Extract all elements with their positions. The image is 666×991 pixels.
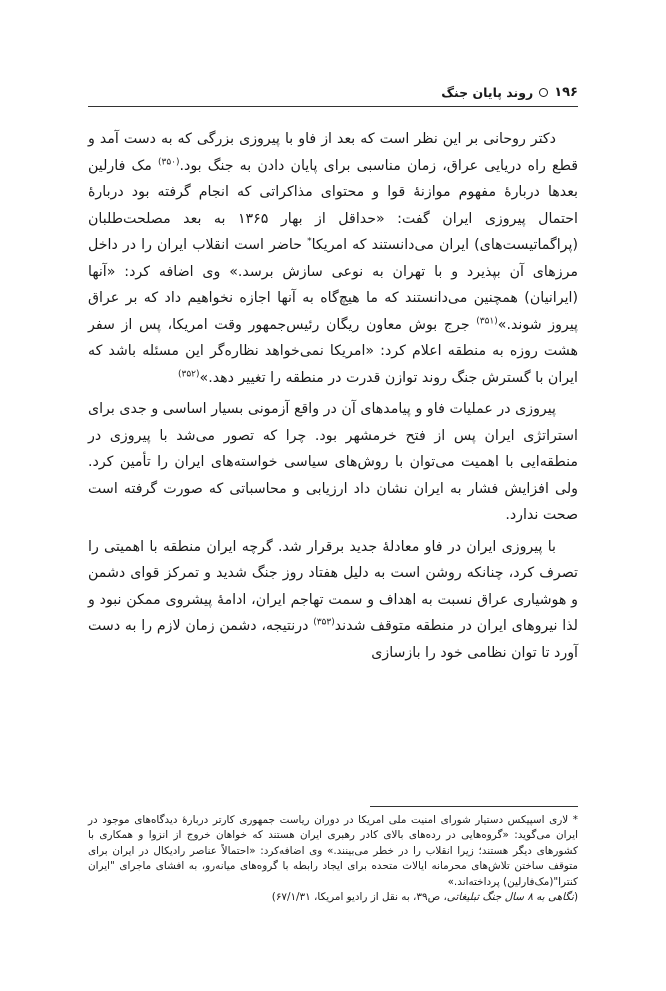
p3-text-b: درنتیجه، دشمن زمان لازم را به دست آورد تا توان نظامی خود را بازسازی (88, 618, 578, 661)
p1-text-a: دکتر روحانی بر این نظر است که بعد از فاو با پیروزی بزرگی که به دست آمد و قطع راه دریایی عراق، زمان مناسبی برای پایان دادن به جنگ بود. (88, 131, 578, 174)
footnotes (88, 813, 578, 905)
p3-text-a: با پیروزی ایران در فاو معادلهٔ جدید برقرار شد. گرچه ایران منطقه با اهمیتی را تصرف کرد، چنانکه روشن است به دلیل هفتاد روز جنگ شدید و تمرکز قوای دشمن و هوشیاری عراق نسبت به اهداف و سمت تهاجم ایران، ادامهٔ پیشروی ممکن نبود و لذا نیروهای ایران در منطقه متوقف شدند (88, 538, 578, 634)
paragraph-2: پیروزی در عملیات فاو و پیامدهای آن در واقع آزمونی بسیار اساسی و جدی برای استراتژی ایران پس از فتح خرمشهر بود. چرا که تصور می‌شد با پیروزی در منطقه‌ایی با اهمیت می‌توان با روش‌های سیاسی خواسته‌های ایران را تأمین کرد. ولی افزایش فشار به ایران نشان داد ارزیابی و محاسباتی که صورت گرفته است صحت ندارد. (88, 401, 578, 523)
footnote-source (88, 890, 578, 905)
circle-bullet-icon (539, 88, 548, 97)
source-rest: ، ص۳۹، به نقل از رادیو امریکا، ۶۷/۱/۳۱) (271, 891, 447, 904)
running-head: روند پایان جنگ (441, 84, 534, 100)
footnote-ref-351: (۳۵۱) (476, 315, 498, 326)
paragraph-3 (88, 534, 578, 667)
source-title: نگاهی به ۸ سال جنگ تبلیغاتی (446, 891, 574, 904)
p1-text-b: مک فارلین بعدها دربارهٔ مفهوم موازنهٔ قوا و محتوای مذاکراتی که انجام گرفته بود دربارهٔ احتمال پیروزی ایران گفت: «حداقل از بهار ۱۳۶۵ به بعد مصلحت‌طلبان (پراگماتیست‌های) ایران می‌دانستند که امریکا (88, 157, 578, 253)
body-text (88, 126, 578, 666)
p1-text-c: حاضر است انقلاب ایران را در داخل مرزهای آن بپذیرد و با تهران به نوعی سازش برسد.» وی اضافه کرد: «آنها (ایرانیان) همچنین می‌دانستند که ما هیچ‌گاه به آنها اجازه نخواهیم داد که بر عراق پیروز شوند.» (88, 237, 578, 333)
footnote-divider (370, 806, 578, 807)
page-header (88, 80, 578, 107)
footnote-ref-350: (۳۵۰) (157, 156, 180, 167)
paragraph-1 (88, 126, 578, 391)
p1-text-d: جرج بوش معاون ریگان رئیس‌جمهور وقت امریکا، پس از سفر هشت روزه به منطقه اعلام کرد: «امریکا نمی‌خواهد نظاره‌گر این مسئله باشد که ایران با گسترش جنگ روند توازن قدرت در منطقه را تغییر دهد.» (88, 316, 578, 386)
footnote-ref-353: (۳۵۳) (313, 617, 335, 628)
footnote-ref-352: (۳۵۲) (177, 368, 200, 379)
page-number: ۱۹۶ (554, 84, 578, 100)
source-open: ( (573, 891, 578, 904)
footnote-text: * لاری اسپیکس دستیار شورای امنیت ملی امریکا در دوران ریاست جمهوری کارتر دربارهٔ دیدگاه‌های موجود در ایران می‌گوید: «گروه‌هایی در رده‌های بالای کادر رهبری ایران هستند که خواهان خروج از انزوا و همکاری با کشورهای دیگر هستند؛ زیرا انقلاب را در خطر می‌بینند.» وی اضافه‌کرد: «احتمالاً عناصر رادیکال در ایران برای متوقف ساختن تلاش‌های محرمانه ایالات متحده برای ایجاد رابطه با گروه‌های میانه‌رو، به افشای ماجرای "ایران کنترا"(مک‌فارلین) پرداخته‌اند.» (88, 814, 578, 888)
footnote-star-mark: * (307, 236, 312, 247)
